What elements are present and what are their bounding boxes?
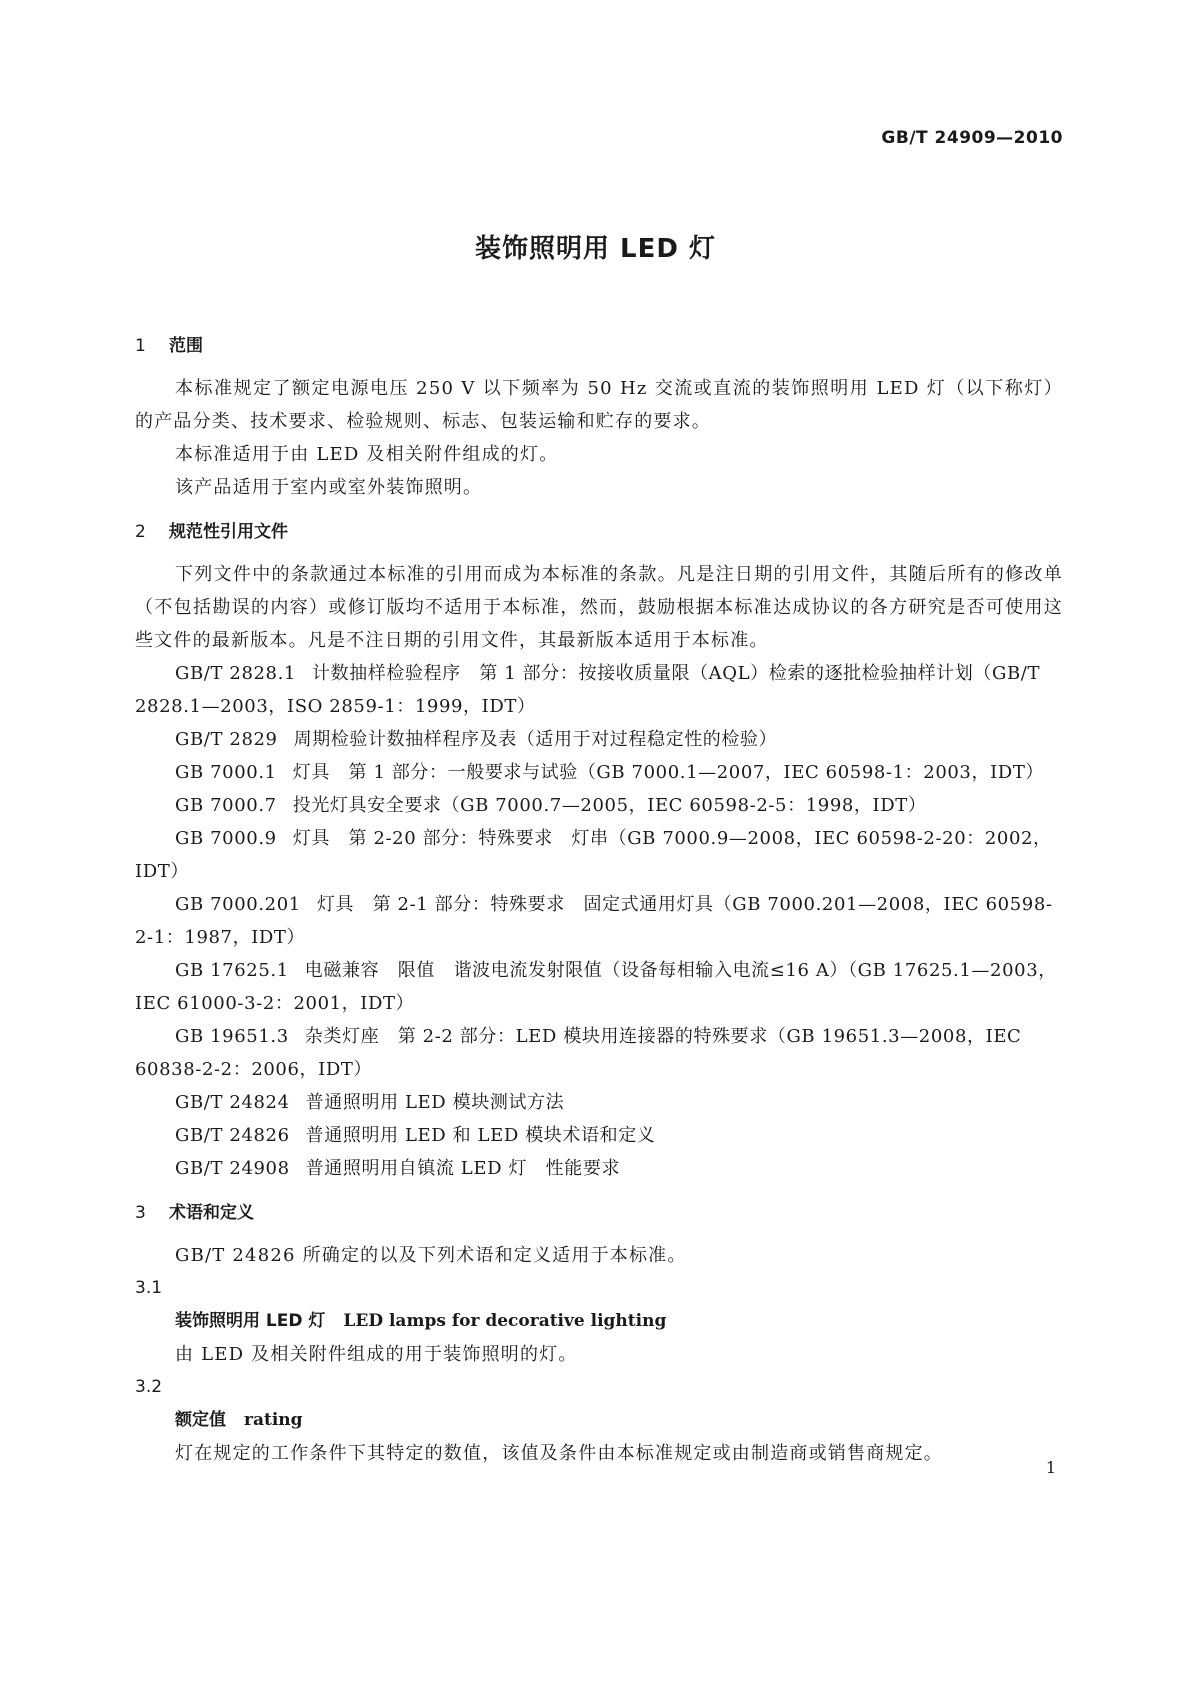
- section-1-heading: [135, 330, 1063, 362]
- reference-item: [135, 756, 1063, 789]
- term-number: 3.2: [135, 1377, 163, 1397]
- reference-item: [135, 1086, 1063, 1119]
- reference-item: [135, 954, 1063, 1020]
- document-title: 装饰照明用 LED 灯: [474, 234, 716, 264]
- section-number: 3: [135, 1203, 146, 1223]
- reference-code: GB/T 2828.1: [175, 663, 296, 684]
- reference-item: [135, 888, 1063, 954]
- paragraph: GB/T 24826 所确定的以及下列术语和定义适用于本标准。: [175, 1245, 687, 1266]
- paragraph: 本标准规定了额定电源电压 250 V 以下频率为 50 Hz 交流或直流的装饰照明用 LED 灯（以下称灯）的产品分类、技术要求、检验规则、标志、包装运输和贮存的要求。: [135, 378, 1063, 432]
- reference-item: [135, 657, 1063, 723]
- reference-code: GB 7000.1: [175, 762, 277, 783]
- section-number: 1: [135, 336, 146, 356]
- reference-item: [135, 1119, 1063, 1152]
- reference-item: [135, 1020, 1063, 1086]
- paragraph: 下列文件中的条款通过本标准的引用而成为本标准的条款。凡是注日期的引用文件，其随后所有的修改单（不包括勘误的内容）或修订版均不适用于本标准，然而，鼓励根据本标准达成协议的各方研究是否可使用这些文件的最新版本。凡是不注日期的引用文件，其最新版本适用于本标准。: [135, 564, 1063, 651]
- term-definition: 灯在规定的工作条件下其特定的数值，该值及条件由本标准规定或由制造商或销售商规定。: [175, 1443, 943, 1464]
- document-body: [135, 330, 1063, 1470]
- section-2-heading: [135, 516, 1063, 548]
- term-zh: 装饰照明用 LED 灯: [175, 1311, 326, 1331]
- term-heading: [135, 1404, 1063, 1437]
- reference-code: GB 7000.201: [175, 894, 301, 915]
- standard-number: GB/T 24909—2010: [881, 128, 1063, 148]
- reference-text: 投光灯具安全要求（GB 7000.7—2005，IEC 60598-2-5：1998，IDT）: [292, 795, 927, 816]
- term-number: 3.1: [135, 1278, 163, 1298]
- reference-code: GB 17625.1: [175, 960, 289, 981]
- reference-code: GB/T 24908: [175, 1158, 290, 1179]
- term-en: rating: [244, 1410, 303, 1430]
- section-title: 术语和定义: [169, 1203, 254, 1223]
- reference-item: [135, 822, 1063, 888]
- reference-code: GB 7000.7: [175, 795, 277, 816]
- reference-code: GB/T 24824: [175, 1092, 290, 1113]
- reference-text: 计数抽样检验程序 第 1 部分：按接收质量限（AQL）检索的逐批检验抽样计划（GB/T 2828.1—2003，ISO 2859-1：1999，IDT）: [135, 663, 1041, 717]
- reference-item: [135, 789, 1063, 822]
- term-heading: [135, 1305, 1063, 1338]
- reference-text: 普通照明用 LED 模块测试方法: [305, 1092, 565, 1113]
- term-en: LED lamps for decorative lighting: [343, 1311, 667, 1331]
- reference-code: GB 7000.9: [175, 828, 277, 849]
- reference-text: 杂类灯座 第 2-2 部分：LED 模块用连接器的特殊要求（GB 19651.3—2008，IEC 60838-2-2：2006，IDT）: [135, 1026, 1022, 1080]
- reference-text: 普通照明用 LED 和 LED 模块术语和定义: [305, 1125, 656, 1146]
- section-3-heading: [135, 1197, 1063, 1229]
- reference-text: 普通照明用自镇流 LED 灯 性能要求: [305, 1158, 621, 1179]
- reference-text: 灯具 第 2-1 部分：特殊要求 固定式通用灯具（GB 7000.201—2008，IEC 60598-2-1：1987，IDT）: [135, 894, 1053, 948]
- reference-code: GB/T 24826: [175, 1125, 290, 1146]
- reference-text: 周期检验计数抽样程序及表（适用于对过程稳定性的检验）: [293, 729, 778, 750]
- reference-code: GB/T 2829: [175, 729, 278, 750]
- term-zh: 额定值: [175, 1410, 226, 1430]
- reference-text: 灯具 第 2-20 部分：特殊要求 灯串（GB 7000.9—2008，IEC 60598-2-20：2002，IDT）: [135, 828, 1052, 882]
- section-title: 范围: [169, 336, 203, 356]
- reference-item: [135, 723, 1063, 756]
- section-title: 规范性引用文件: [169, 522, 288, 542]
- section-number: 2: [135, 522, 146, 542]
- term-definition: 由 LED 及相关附件组成的用于装饰照明的灯。: [175, 1344, 578, 1365]
- page-number: 1: [1045, 1458, 1056, 1477]
- reference-code: GB 19651.3: [175, 1026, 289, 1047]
- reference-text: 电磁兼容 限值 谐波电流发射限值（设备每相输入电流≤16 A）（GB 17625.1—2003，IEC 61000-3-2：2001，IDT）: [135, 960, 1057, 1014]
- reference-text: 灯具 第 1 部分：一般要求与试验（GB 7000.1—2007，IEC 60598-1：2003，IDT）: [292, 762, 1045, 783]
- paragraph: 该产品适用于室内或室外装饰照明。: [175, 477, 483, 498]
- reference-item: [135, 1152, 1063, 1185]
- paragraph: 本标准适用于由 LED 及相关附件组成的灯。: [175, 444, 559, 465]
